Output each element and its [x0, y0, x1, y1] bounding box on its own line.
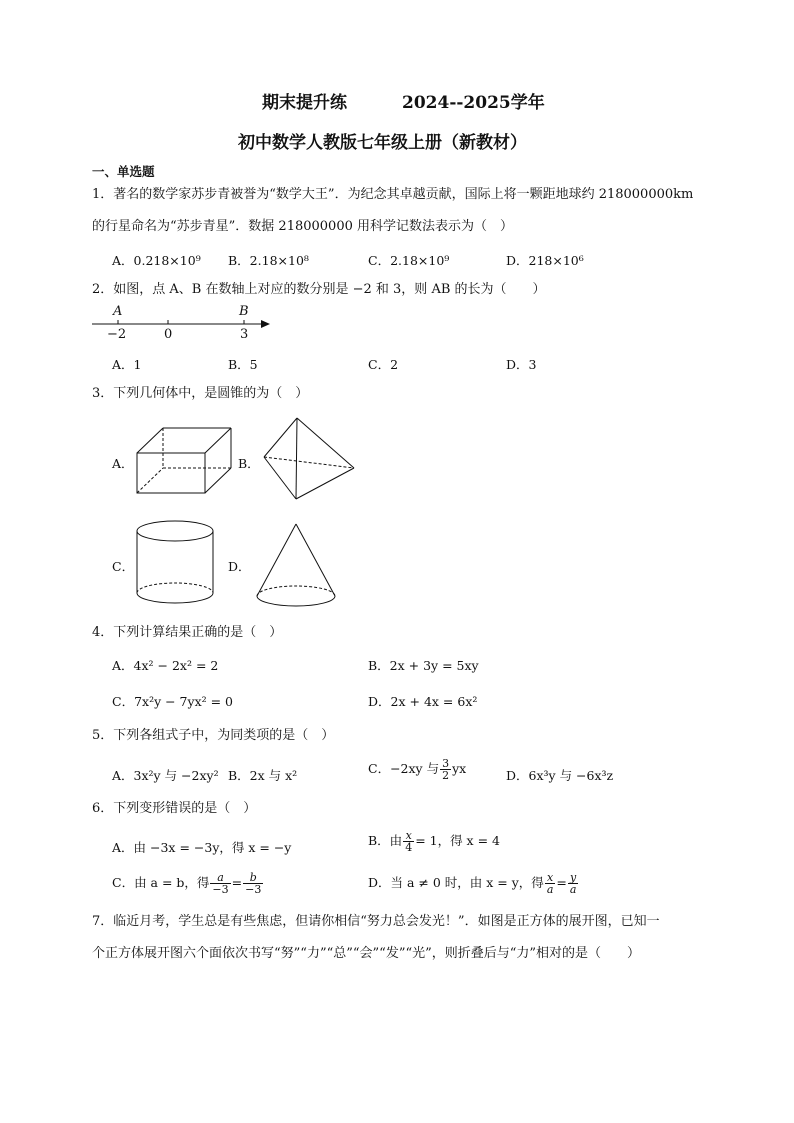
q2-text: 2．如图，点 A、B 在数轴上对应的数分别是 −2 和 3，则 AB 的长为（ ） — [92, 282, 546, 297]
cylinder-figure — [137, 521, 213, 603]
number-zero: 0 — [164, 327, 173, 342]
q1-line1: 1．著名的数学家苏步青被誉为“数学大王”．为纪念其卓越贡献，国际上将一颗距地球约 218000000km — [92, 187, 694, 202]
q6-option-d — [368, 872, 579, 895]
q6-d-den2: a — [569, 883, 577, 896]
q6-c-num2: b — [243, 872, 263, 884]
q6-text: 6．下列变形错误的是（ ） — [92, 801, 257, 816]
q2-option-d: D．3 — [506, 357, 537, 372]
q6-option-b — [368, 830, 500, 853]
number-minus-two: −2 — [107, 327, 127, 342]
q5-option-b: B．2x 与 x² — [228, 768, 298, 783]
q1-option-d: D．218×10⁶ — [506, 253, 584, 268]
section-heading: 一、单选题 — [92, 164, 155, 179]
q6-c-prefix: C．由 a = b，得 — [112, 875, 210, 890]
q3-option-a: A． — [112, 456, 134, 471]
point-a-label: A — [113, 304, 123, 319]
q3-option-b: B． — [238, 456, 260, 471]
q4-option-c: C．7x²y − 7yx² = 0 — [112, 694, 234, 709]
title-left: 期末提升练 — [262, 93, 347, 113]
q4-option-b: B．2x + 3y = 5xy — [368, 658, 479, 673]
q6-option-a: A．由 −3x = −3y，得 x = −y — [112, 840, 292, 855]
q6-option-c — [112, 872, 264, 895]
q4-option-a: A．4x² − 2x² = 2 — [112, 658, 219, 673]
q4-option-d: D．2x + 4x = 6x² — [368, 694, 478, 709]
q7-line1: 7．临近月考，学生总是有些焦虑，但请你相信“努力总会发光！”．如图是正方体的展开图，已知一 — [92, 914, 660, 929]
q1-option-c: C．2.18×10⁹ — [368, 253, 450, 268]
q2-option-a: A．1 — [112, 357, 142, 372]
q2-option-c: C．2 — [368, 357, 399, 372]
q2-option-b: B．5 — [228, 357, 258, 372]
q5-c-suffix: yx — [452, 761, 467, 776]
q1-option-b: B．2.18×10⁸ — [228, 253, 309, 268]
q6-c-equals: = — [231, 875, 243, 890]
q1-option-a: A．0.218×10⁹ — [112, 253, 201, 268]
q4-text: 4．下列计算结果正确的是（ ） — [92, 625, 283, 640]
q6-d-fraction-right — [568, 872, 579, 895]
pyramid-figure — [264, 418, 354, 499]
q6-c-den1: −3 — [212, 883, 229, 896]
q6-d-prefix: D．当 a ≠ 0 时，由 x = y，得 — [368, 875, 544, 890]
q6-d-den1: a — [546, 883, 554, 896]
q6-b-denominator: 4 — [405, 841, 413, 854]
q7-line2: 个正方体展开图六个面依次书写“努”“力”“总”“会”“发”“光”，则折叠后与“力”相对的是（ ） — [92, 946, 641, 961]
q6-c-num1: a — [210, 872, 230, 884]
cone-figure — [257, 524, 335, 606]
q6-c-fraction-left — [210, 872, 230, 895]
q3-option-c: C． — [112, 559, 135, 574]
q6-b-suffix: = 1，得 x = 4 — [415, 833, 500, 848]
q5-c-numerator: 3 — [442, 757, 450, 770]
q5-option-c — [368, 758, 466, 781]
cube-figure — [137, 428, 231, 493]
q6-d-num2: y — [568, 872, 579, 884]
title-right: 2024--2025学年 — [402, 93, 545, 113]
q5-c-prefix: C．−2xy 与 — [368, 761, 440, 776]
q5-c-fraction — [440, 758, 451, 781]
q6-b-numerator: x — [403, 830, 414, 842]
q1-line2: 的行星命名为“苏步青星”．数据 218000000 用科学记数法表示为（ ） — [92, 219, 513, 234]
q3-option-d: D． — [228, 559, 251, 574]
q6-b-prefix: B．由 — [368, 833, 403, 848]
q6-b-fraction — [403, 830, 414, 853]
number-three: 3 — [240, 327, 249, 342]
q6-d-fraction-left — [545, 872, 556, 895]
q6-c-den2: −3 — [245, 883, 262, 896]
q5-text: 5．下列各组式子中，为同类项的是（ ） — [92, 728, 335, 743]
q3-text: 3．下列几何体中，是圆锥的为（ ） — [92, 386, 309, 401]
q6-d-num1: x — [545, 872, 556, 884]
point-b-label: B — [239, 304, 249, 319]
q6-c-fraction-right — [243, 872, 263, 895]
page-subtitle: 初中数学人教版七年级上册（新教材） — [238, 133, 527, 153]
q6-d-equals: = — [556, 875, 567, 890]
q5-option-a: A．3x²y 与 −2xy² — [112, 768, 219, 783]
q5-option-d: D．6x³y 与 −6x³z — [506, 768, 614, 783]
q5-c-denominator: 2 — [442, 769, 450, 782]
